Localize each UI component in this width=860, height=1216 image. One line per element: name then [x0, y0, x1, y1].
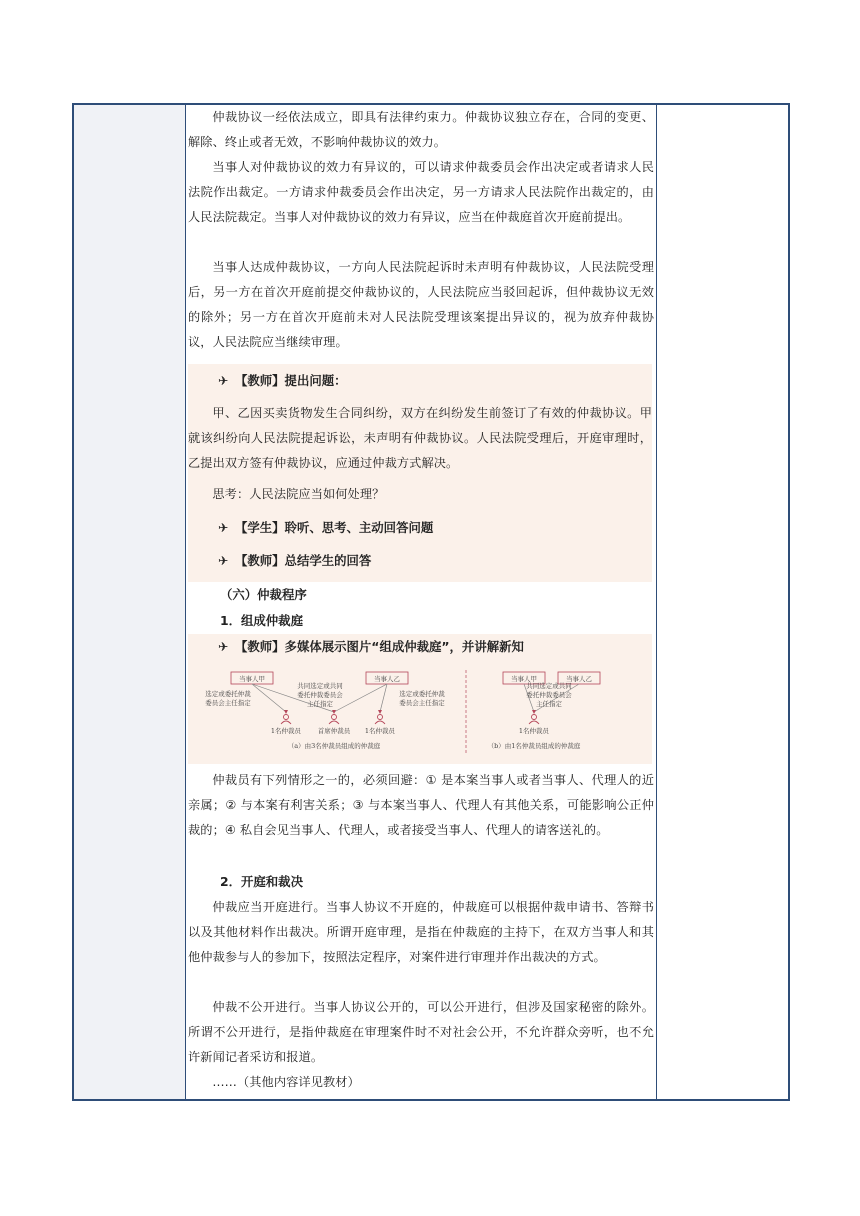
left-column: [74, 105, 186, 1099]
airplane-icon: ✈: [218, 520, 229, 535]
paragraph-agreement-effect: 仲裁协议一经依法成立，即具有法律约束力。仲裁协议独立存在，合同的变更、解除、终止或者无效，不影响仲裁协议的效力。: [188, 110, 654, 149]
sole-arbitrator-label: 1名仲裁员: [518, 727, 550, 735]
note-b-line2: 委托仲裁委员会: [526, 691, 572, 699]
arbitrator-1-label: 1名仲裁员: [270, 727, 302, 735]
person-icon: [284, 715, 289, 720]
paragraph-hearing: 仲裁应当开庭进行。当事人协议不开庭的，仲裁庭可以根据仲裁申请书、答辩书以及其他材料作出裁决。所谓开庭审理，是指在仲裁庭的主持下，在双方当事人和其他仲裁参与人的参加下，按照法定程序，对案件进行审理并作出裁决的方式。: [188, 900, 654, 964]
paragraph-private-hearing: 仲裁不公开进行。当事人协议公开的，可以公开进行，但涉及国家秘密的除外。所谓不公开进行，是指仲裁庭在审理案件时不对社会公开，不允许群众旁听，也不允许新闻记者采访和报道。: [188, 1000, 654, 1064]
chief-arbitrator-label: 首席仲裁员: [317, 727, 351, 735]
person-icon: [332, 715, 337, 720]
note-mid-line3: 主任指定: [307, 700, 333, 708]
party-b-label-b: 当事人乙: [566, 675, 592, 683]
student-activity: ✈ 【学生】聆听、思考、主动回答问题: [188, 517, 433, 539]
note-mid-line2: 委托仲裁委员会: [297, 691, 343, 699]
lesson-table: [72, 103, 790, 1101]
teacher-question-block: [188, 364, 652, 582]
right-column: [656, 105, 788, 1099]
think-question: 思考：人民法院应当如何处理？: [212, 487, 385, 501]
paragraph-recusal: 仲裁员有下列情形之一的，必须回避：① 是本案当事人或者当事人、代理人的近亲属；② 与本案有利害关系；③ 与本案当事人、代理人有其他关系，可能影响公正仲裁的；④ 私自会见当事人、代理人，或者接受当事人、代理人的请客送礼的。: [188, 773, 654, 837]
caption-a: （a）由3名仲裁员组成的仲裁庭: [287, 742, 381, 750]
note-mid-line1: 共同选定或共同: [297, 682, 343, 690]
subsection-tribunal: 1．组成仲裁庭: [220, 613, 303, 628]
section-title-procedure: （六）仲裁程序: [220, 587, 307, 602]
paragraph-ellipsis: ……（其他内容详见教材）: [212, 1075, 360, 1089]
note-b-line1: 共同选定或共同: [526, 682, 572, 690]
party-b-label-a: 当事人乙: [374, 675, 400, 683]
case-description: 甲、乙因买卖货物发生合同纠纷，双方在纠纷发生前签订了有效的仲裁协议。甲就该纠纷向人民法院提起诉讼，未声明有仲裁协议。人民法院受理后，开庭审理时，乙提出双方签有仲裁协议，应通过仲裁方式解决。: [188, 406, 652, 470]
note-b-line3: 主任指定: [536, 700, 562, 708]
tribunal-diagram: [188, 662, 652, 762]
teacher-summary: ✈ 【教师】总结学生的回答: [188, 550, 371, 572]
teacher-question-heading: ✈ 【教师】提出问题：: [188, 370, 347, 392]
note-left-line2: 委员会主任指定: [205, 699, 251, 707]
teacher-show-figure: ✈ 【教师】多媒体展示图片“组成仲裁庭”，并讲解新知: [188, 636, 524, 658]
paragraph-validity-objection: 当事人对仲裁协议的效力有异议的，可以请求仲裁委员会作出决定或者请求人民法院作出裁定。一方请求仲裁委员会作出决定，另一方请求人民法院作出裁定的，由人民法院裁定。当事人对仲裁协议的效力有异议，应当在仲裁庭首次开庭前提出。: [188, 160, 654, 224]
tribunal-figure-block: [188, 634, 652, 764]
subsection-hearing: 2．开庭和裁决: [220, 874, 303, 889]
arbitrator-2-label: 1名仲裁员: [364, 727, 396, 735]
party-a-label-b: 当事人甲: [511, 675, 537, 683]
note-right-line1: 选定或委托仲裁: [399, 690, 445, 698]
airplane-icon: ✈: [218, 553, 229, 568]
party-a-label-a: 当事人甲: [239, 675, 265, 683]
airplane-icon: ✈: [218, 373, 229, 388]
person-icon: [532, 715, 537, 720]
content-column: [188, 105, 658, 1099]
airplane-icon: ✈: [218, 639, 229, 654]
note-right-line2: 委员会主任指定: [399, 699, 445, 707]
person-icon: [378, 715, 383, 720]
note-left-line1: 选定或委托仲裁: [205, 690, 251, 698]
paragraph-court-filing: 当事人达成仲裁协议，一方向人民法院起诉时未声明有仲裁协议，人民法院受理后，另一方在首次开庭前提交仲裁协议的，人民法院应当驳回起诉，但仲裁协议无效的除外；另一方在首次开庭前未对人民法院受理该案提出异议的，视为放弃仲裁协议，人民法院应当继续审理。: [188, 260, 654, 349]
caption-b: （b）由1名仲裁员组成的仲裁庭: [487, 742, 581, 750]
